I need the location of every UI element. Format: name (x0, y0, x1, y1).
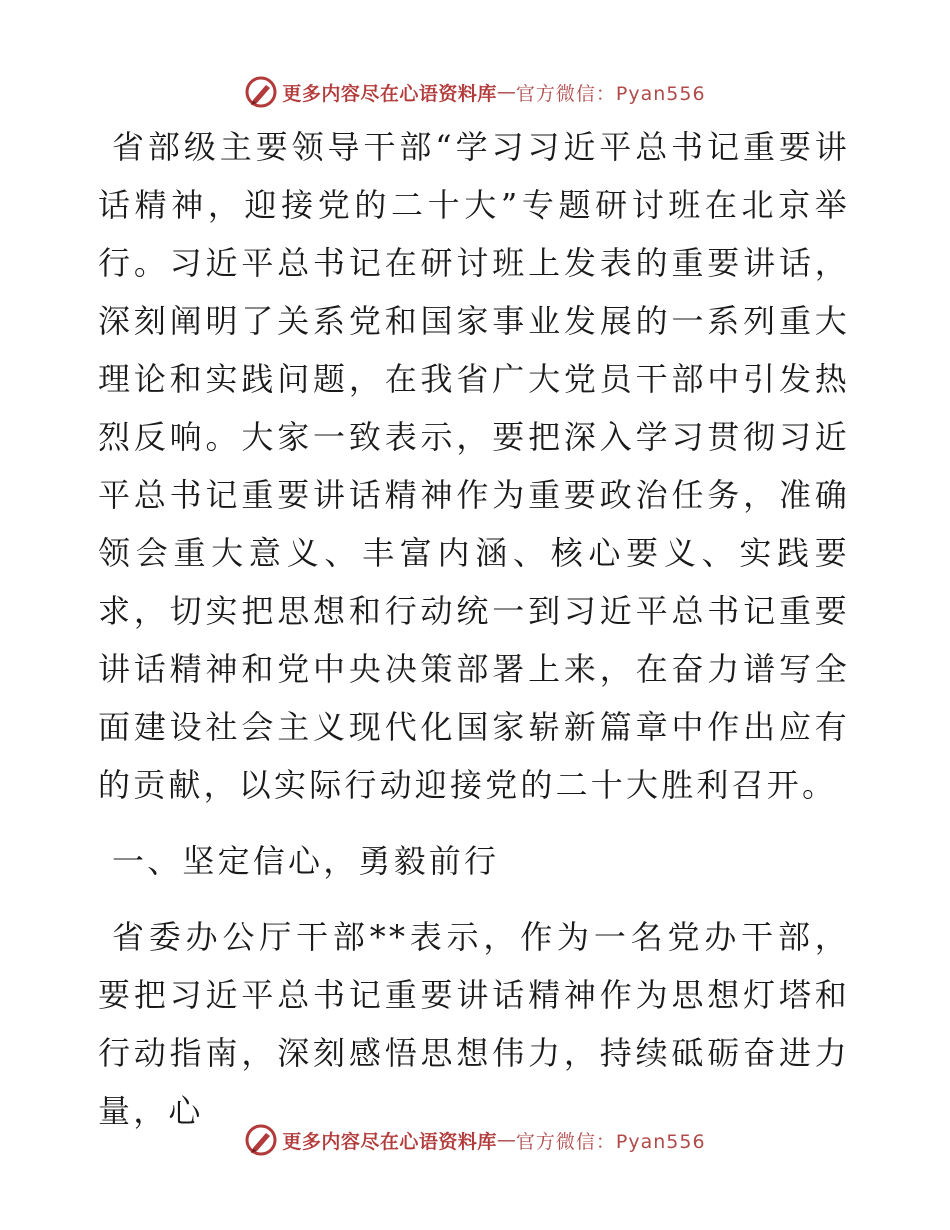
footer-watermark (0, 1120, 950, 1160)
header-watermark (0, 72, 950, 112)
body-paragraph: 省委办公厅干部**表示，作为一名党办干部，要把习近平总书记重要讲话精神作为思想灯塔和行动指南，深刻感悟思想伟力，持续砥砺奋进力量，心 (98, 918, 850, 1130)
document-body (98, 118, 850, 1140)
intro-paragraph: 省部级主要领导干部“学习习近平总书记重要讲话精神，迎接党的二十大”专题研讨班在北京举行。习近平总书记在研讨班上发表的重要讲话，深刻阐明了关系党和国家事业发展的一系列重大理论和实践问题，在我省广大党员干部中引发热烈反响。大家一致表示，要把深入学习贯彻习近平总书记重要讲话精神作为重要政治任务，准确领会重大意义、丰富内涵、核心要义、实践要求，切实把思想和行动统一到习近平总书记重要讲话精神和党中央决策部署上来，在奋力谱写全面建设社会主义现代化国家崭新篇章中作出应有的贡献，以实际行动迎接党的二十大胜利召开。 (98, 128, 850, 804)
watermark-brand: 更多内容尽在心语资料库 (282, 82, 497, 105)
watermark-separator: — (496, 81, 516, 103)
watermark-brand: 更多内容尽在心语资料库 (282, 1130, 497, 1153)
watermark-separator: — (496, 1129, 516, 1151)
pen-logo-icon (244, 75, 278, 109)
watermark-contact: 官方微信：Pyan556 (515, 1130, 706, 1153)
watermark-contact: 官方微信：Pyan556 (515, 82, 706, 105)
section-heading: 一、坚定信心，勇毅前行 (112, 842, 500, 880)
pen-logo-icon (244, 1123, 278, 1157)
